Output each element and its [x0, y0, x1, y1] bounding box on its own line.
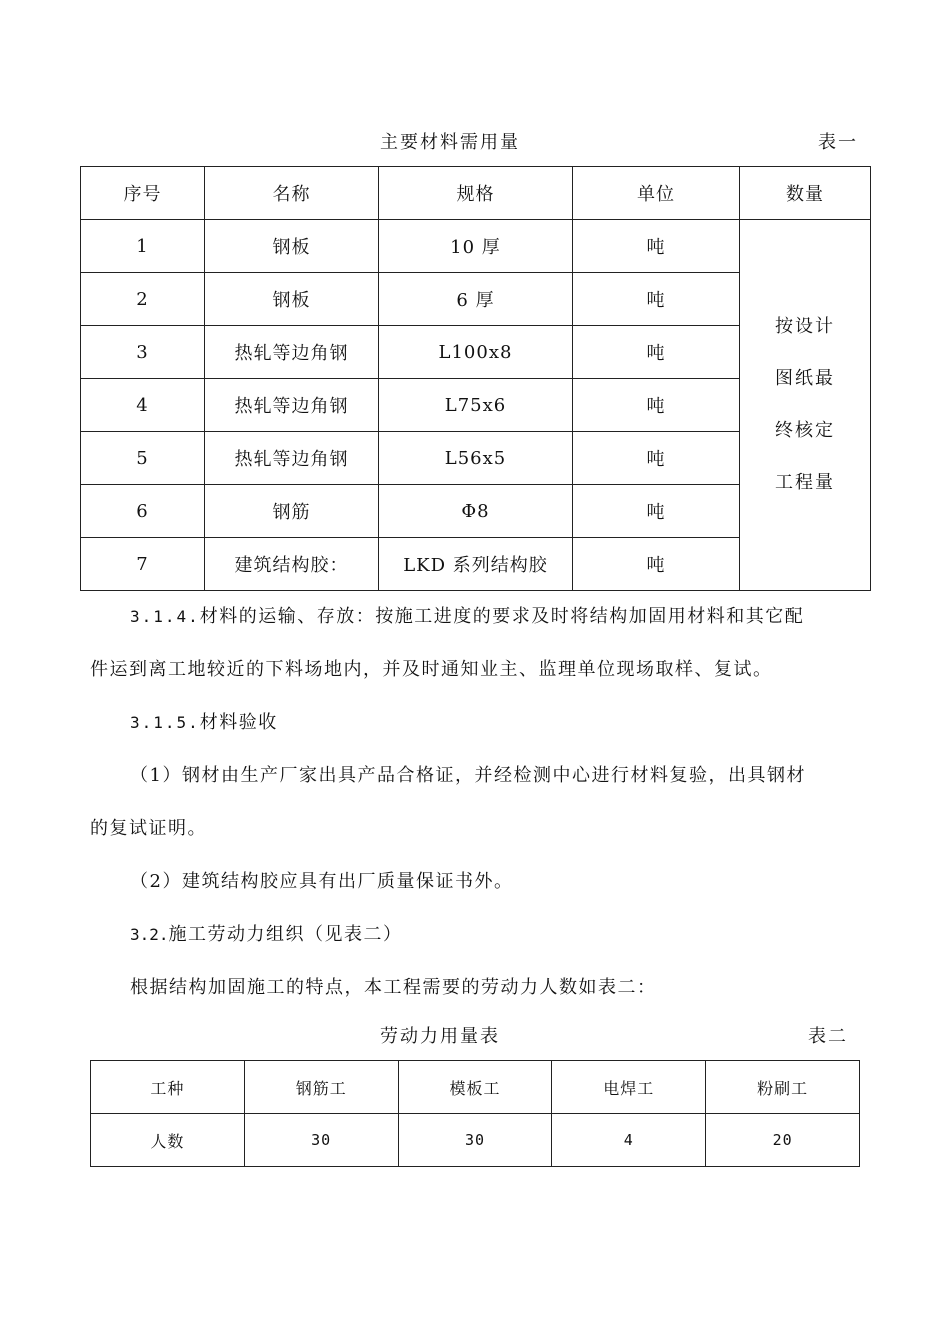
row-no: 3: [81, 326, 205, 379]
table1-title: 主要材料需用量: [380, 132, 520, 153]
material-acceptance-item1: [90, 749, 865, 855]
item1-line2: 的复试证明。: [90, 818, 207, 839]
section-3-1-5-heading: [90, 696, 865, 749]
table-row: [81, 220, 871, 273]
row-name: 热轧等边角钢: [205, 379, 379, 432]
header-cell: 数量: [740, 167, 871, 220]
row-spec: L75x6: [379, 379, 573, 432]
row-no: 4: [81, 379, 205, 432]
header-cell: 模板工: [398, 1061, 552, 1114]
row-name: 建筑结构胶：: [205, 538, 379, 591]
section-3-1-4-line1: [90, 590, 865, 643]
header-cell: 规格: [379, 167, 573, 220]
header-cell: 名称: [205, 167, 379, 220]
row-name: 钢板: [205, 220, 379, 273]
section-title: 施工劳动力组织（见表二）: [168, 924, 403, 945]
paragraph-text: 材料的运输、存放：按施工进度的要求及时将结构加固用材料和其它配: [199, 606, 805, 627]
section-3-2-text: 根据结构加固施工的特点，本工程需要的劳动力人数如表二：: [130, 977, 657, 998]
header-cell: 单位: [573, 167, 740, 220]
row-spec: L100x8: [379, 326, 573, 379]
row-spec: 10 厚: [379, 220, 573, 273]
section-number: 3.2.: [130, 925, 169, 944]
section-number: 3.1.5.: [130, 713, 200, 732]
table1-number: 表一: [818, 132, 858, 153]
labor-table: [90, 1060, 860, 1167]
row-no: 1: [81, 220, 205, 273]
header-cell: 序号: [81, 167, 205, 220]
row-unit: 吨: [573, 326, 740, 379]
row-unit: 吨: [573, 485, 740, 538]
row-unit: 吨: [573, 538, 740, 591]
value-cell: 4: [552, 1114, 706, 1167]
header-cell: 工种: [91, 1061, 245, 1114]
row-unit: 吨: [573, 379, 740, 432]
table-header-row: [81, 167, 871, 220]
quantity-line: 图纸最: [775, 368, 835, 389]
row-unit: 吨: [573, 220, 740, 273]
table2-number: 表二: [808, 1026, 848, 1047]
section-title: 材料验收: [199, 712, 278, 733]
row-no: 5: [81, 432, 205, 485]
row-no: 2: [81, 273, 205, 326]
item1-line1: （1）钢材由生产厂家出具产品合格证，并经检测中心进行材料复验，出具钢材: [130, 765, 806, 786]
value-cell: 30: [244, 1114, 398, 1167]
table1-caption: [0, 128, 950, 152]
row-name: 热轧等边角钢: [205, 432, 379, 485]
value-cell: 30: [398, 1114, 552, 1167]
row-name: 钢板: [205, 273, 379, 326]
quantity-line: 按设计: [775, 316, 835, 337]
section-3-2-heading: [90, 908, 865, 961]
value-cell: 20: [706, 1114, 860, 1167]
quantity-line: 工程量: [775, 472, 835, 493]
row-unit: 吨: [573, 273, 740, 326]
table-row: [91, 1114, 860, 1167]
row-no: 7: [81, 538, 205, 591]
table-header-row: [91, 1061, 860, 1114]
row-spec: L56x5: [379, 432, 573, 485]
materials-table: [80, 166, 871, 591]
row-spec: LKD 系列结构胶: [379, 538, 573, 591]
section-3-1-4-line2: 件运到离工地较近的下料场地内，并及时通知业主、监理单位现场取样、复试。: [90, 659, 773, 680]
header-cell: 粉刷工: [706, 1061, 860, 1114]
quantity-merged-cell: [740, 220, 871, 591]
table2-title: 劳动力用量表: [380, 1026, 500, 1047]
material-acceptance-item2: （2）建筑结构胶应具有出厂质量保证书外。: [130, 871, 514, 892]
row-unit: 吨: [573, 432, 740, 485]
quantity-line: 终核定: [775, 420, 835, 441]
row-spec: Φ8: [379, 485, 573, 538]
row-name: 热轧等边角钢: [205, 326, 379, 379]
row-spec: 6 厚: [379, 273, 573, 326]
row-name: 钢筋: [205, 485, 379, 538]
row-label: 人数: [91, 1114, 245, 1167]
section-number: 3.1.4.: [130, 607, 200, 626]
table2-caption: [0, 1022, 950, 1046]
header-cell: 钢筋工: [244, 1061, 398, 1114]
section-3-1-4: [90, 590, 865, 696]
row-no: 6: [81, 485, 205, 538]
header-cell: 电焊工: [552, 1061, 706, 1114]
